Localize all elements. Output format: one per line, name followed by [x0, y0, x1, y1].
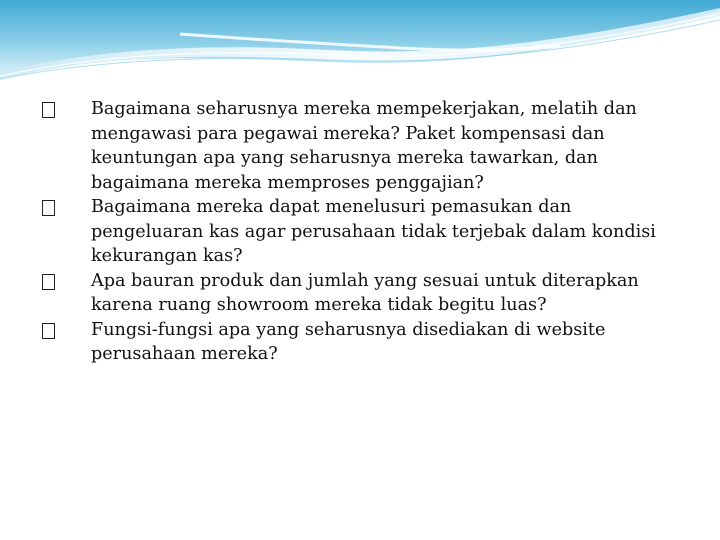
bullet-box-icon — [42, 102, 55, 118]
bullet-item-1 — [30, 97, 680, 195]
bullet-text-3: Apa bauran produk dan jumlah yang sesuai untuk diterapkan karena ruang showroom mereka tidak begitu luas? — [91, 270, 639, 315]
bullet-box-icon — [42, 200, 55, 216]
bullet-item-3 — [30, 269, 680, 318]
bullet-text-2: Bagaimana mereka dapat menelusuri pemasukan dan pengeluaran kas agar perusahaan tidak terjebak dalam kondisi kekurangan kas? — [91, 197, 656, 266]
bullet-item-2 — [30, 195, 680, 269]
bullet-text-4: Fungsi-fungsi apa yang seharusnya disediakan di website perusahaan mereka? — [91, 319, 606, 364]
bullet-list — [30, 97, 680, 367]
header-wave-decoration — [0, 0, 720, 90]
bullet-text-1: Bagaimana seharusnya mereka mempekerjakan, melatih dan mengawasi para pegawai mereka? Paket kompensasi dan keuntungan apa yang seharusnya mereka tawarkan, dan bagaimana mereka memproses penggajian? — [91, 99, 637, 193]
bullet-box-icon — [42, 323, 55, 339]
bullet-item-4 — [30, 318, 680, 367]
bullet-box-icon — [42, 274, 55, 290]
